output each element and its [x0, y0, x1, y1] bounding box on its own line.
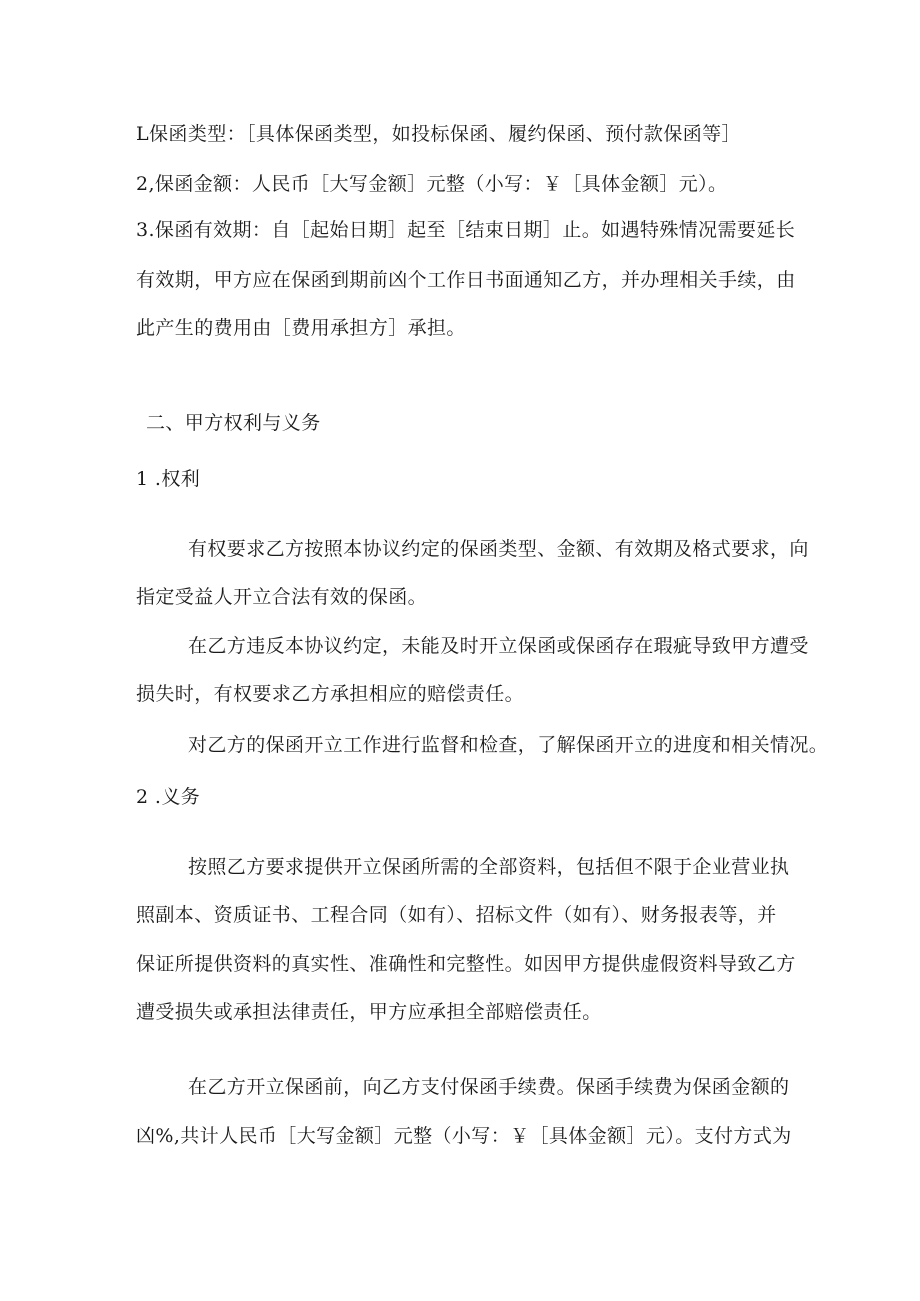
duties-para1-line3: 保证所提供资料的真实性、准确性和完整性。如因甲方提供虚假资料导致乙方: [136, 953, 796, 975]
section-heading-party-a: 二、甲方权利与义务: [146, 412, 321, 434]
guarantee-amount-line: 2,保函金额：人民币［大写金额］元整（小写：￥［具体金额］元）。: [136, 173, 728, 195]
rights-para2-line1: 在乙方违反本协议约定，未能及时开立保函或保函存在瑕疵导致甲方遭受: [188, 635, 809, 657]
duties-heading: 2 .义务: [136, 786, 201, 808]
rights-para3-line1: 对乙方的保函开立工作进行监督和检查，了解保函开立的进度和相关情况。: [188, 734, 829, 756]
rights-para1-line1: 有权要求乙方按照本协议约定的保函类型、金额、有效期及格式要求，向: [188, 538, 809, 560]
duties-para2-line1: 在乙方开立保函前，向乙方支付保函手续费。保函手续费为保函金额的: [188, 1076, 790, 1098]
duties-para2-line2: 凶%,共计人民币［大写金额］元整（小写：￥［具体金额］元）。支付方式为: [136, 1125, 792, 1147]
rights-para2-line2: 损失时，有权要求乙方承担相应的赔偿责任。: [136, 683, 525, 705]
rights-heading: 1 .权利: [136, 468, 201, 490]
guarantee-type-line: L保函类型：［具体保函类型，如投标保函、履约保函、预付款保函等］: [136, 123, 741, 145]
validity-line-1: 3.保函有效期：自［起始日期］起至［结束日期］止。如遇特殊情况需要延长: [136, 219, 796, 241]
duties-para1-line2: 照副本、资质证书、工程合同（如有）、招标文件（如有）、财务报表等，并: [136, 904, 777, 926]
validity-line-2: 有效期，甲方应在保函到期前凶个工作日书面通知乙方，并办理相关手续，由: [136, 269, 796, 291]
duties-para1-line4: 遭受损失或承担法律责任，甲方应承担全部赔偿责任。: [136, 1001, 602, 1023]
validity-line-3: 此产生的费用由［费用承担方］承担。: [136, 317, 466, 339]
rights-para1-line2: 指定受益人开立合法有效的保函。: [136, 586, 428, 608]
duties-para1-line1: 按照乙方要求提供开立保函所需的全部资料，包括但不限于企业营业执: [188, 856, 790, 878]
